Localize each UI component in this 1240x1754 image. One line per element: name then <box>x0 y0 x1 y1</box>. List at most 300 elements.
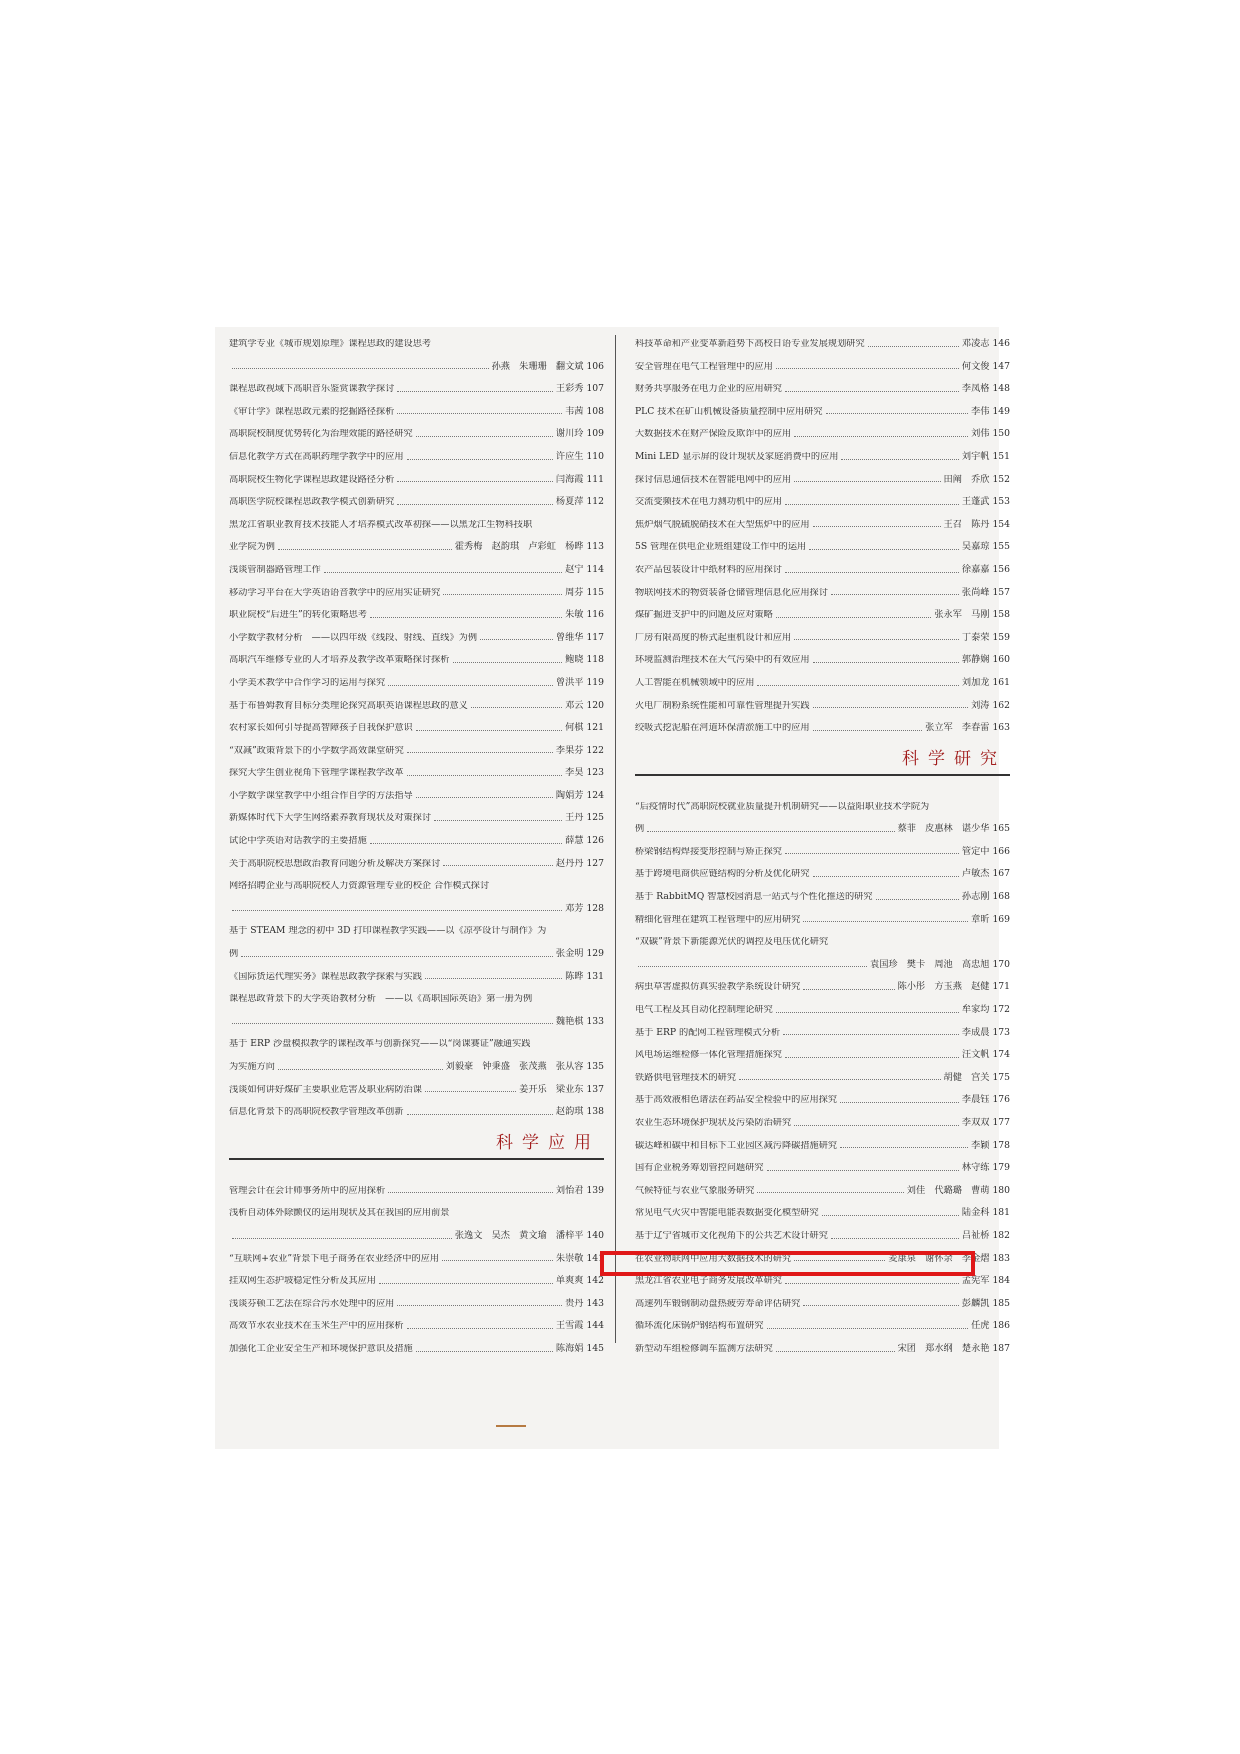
toc-entry-authors: 刘佳 代璐璐 曹萌 <box>906 1184 990 1196</box>
section-rule <box>635 774 1010 776</box>
toc-entry-authors: 刘伟 <box>971 428 990 440</box>
toc-entry-title: 网络招聘企业与高职院校人力资源管理专业的校企 合作模式探讨 <box>229 881 490 892</box>
toc-entry-authors: 张立军 李春雷 <box>925 722 990 734</box>
toc-entry-title: 基于 STEAM 理念的初中 3D 打印课程教学实践——以《凉亭设计与制作》为 <box>229 926 547 937</box>
toc-entry-line2 <box>635 812 1010 835</box>
toc-entry <box>229 395 604 418</box>
dot-leader <box>813 707 969 708</box>
toc-entry <box>229 689 604 712</box>
dot-leader <box>379 1283 553 1284</box>
toc-entry-title: 黑龙江省职业教育技术技能人才培养模式改革初探——以黑龙江生物科技职 <box>229 519 533 530</box>
toc-entry-page: 154 <box>992 518 1010 530</box>
toc-entry <box>635 576 1010 599</box>
toc-entry-page: 150 <box>992 428 1010 440</box>
toc-entry-authors: 邓凌志 <box>961 338 990 350</box>
toc-entry-page: 147 <box>992 360 1010 372</box>
toc-entry-title: 加强化工企业安全生产和环境保护意识及措施 <box>229 1343 413 1354</box>
toc-entry <box>635 598 1010 621</box>
dot-leader <box>241 956 553 957</box>
toc-entry <box>229 801 604 824</box>
toc-entry-title: 农业生态环境保护现状及污染防治研究 <box>635 1118 792 1129</box>
toc-entry-title: 高效节水农业技术在玉米生产中的应用探析 <box>229 1321 404 1332</box>
dot-leader <box>370 843 562 844</box>
toc-entry-page: 171 <box>992 981 1010 993</box>
toc-entry <box>229 1287 604 1310</box>
toc-entry <box>635 1016 1010 1039</box>
highlight-box <box>600 1251 975 1276</box>
toc-entry <box>229 1073 604 1096</box>
dot-leader <box>785 391 959 392</box>
toc-entry <box>229 1027 604 1072</box>
toc-list-left-top <box>229 327 604 1118</box>
toc-entry-title: 基于高效液相色谱法在药品安全检验中的应用探究 <box>635 1095 838 1106</box>
toc-entry-title: 小学美术教学中合作学习的运用与探究 <box>229 677 386 688</box>
toc-entry-page: 117 <box>586 631 604 643</box>
toc-entry-title: 财务共享服务在电力企业的应用研究 <box>635 384 782 395</box>
toc-entry <box>229 960 604 983</box>
toc-entry-page: 152 <box>992 473 1010 485</box>
toc-entry-line2 <box>229 1005 604 1028</box>
toc-entry <box>229 779 604 802</box>
toc-entry-authors: 孙燕 朱珊珊 翻文斌 <box>491 360 584 372</box>
toc-entry-authors: 陶娟芳 <box>555 789 584 801</box>
dot-leader <box>813 876 959 877</box>
dot-leader <box>757 685 958 686</box>
section-heading-text: 科学研究 <box>902 748 1006 769</box>
toc-entry-page: 170 <box>992 958 1010 970</box>
toc-entry <box>635 1151 1010 1174</box>
toc-entry-page: 126 <box>586 835 604 847</box>
toc-entry-title: 高速列车锻钢制动盘热疲劳寿命评估研究 <box>635 1298 801 1309</box>
toc-entry-title: 新媒体时代下大学生网络素养教育现状及对策探讨 <box>229 813 432 824</box>
toc-entry-title: 厂房有限高度的桥式起重机设计和应用 <box>635 632 792 643</box>
dot-leader <box>442 1260 553 1261</box>
dot-leader <box>794 1125 959 1126</box>
toc-entry <box>635 689 1010 712</box>
toc-entry-title: 高职院校生物化学课程思政建设路径分析 <box>229 474 395 485</box>
toc-entry-authors: 鲍晓 <box>565 654 584 666</box>
toc-entry <box>635 485 1010 508</box>
toc-entry-page: 149 <box>992 405 1010 417</box>
toc-entry-page: 122 <box>586 744 604 756</box>
toc-entry <box>635 327 1010 350</box>
toc-entry <box>635 643 1010 666</box>
dot-leader <box>776 617 932 618</box>
toc-entry-authors: 王丹 <box>565 812 584 824</box>
dot-leader <box>407 1328 553 1329</box>
toc-entry-page: 138 <box>586 1106 604 1118</box>
toc-entry <box>635 925 1010 970</box>
toc-entry-authors: 吕祉桥 <box>961 1229 990 1241</box>
toc-entry-page: 173 <box>992 1026 1010 1038</box>
toc-entry-page: 145 <box>586 1342 604 1354</box>
toc-entry-title: 国有企业税务筹划管控问题研究 <box>635 1163 764 1174</box>
toc-entry-authors: 赵丹丹 <box>555 857 584 869</box>
dot-leader <box>397 481 553 482</box>
toc-entry-line2 <box>229 530 604 553</box>
toc-entry-page: 185 <box>992 1297 1010 1309</box>
dot-leader <box>739 1079 940 1080</box>
toc-entry <box>229 711 604 734</box>
toc-entry <box>229 734 604 757</box>
dot-leader <box>868 346 959 347</box>
toc-entry <box>229 756 604 779</box>
toc-entry-title: 建筑学专业《城市规划原理》课程思政的建设思考 <box>229 339 432 350</box>
toc-entry-page: 119 <box>586 676 604 688</box>
toc-entry-authors: 王蓬武 <box>961 496 990 508</box>
dot-leader <box>370 617 562 618</box>
toc-entry-line1 <box>635 790 1010 813</box>
toc-entry <box>229 553 604 576</box>
toc-entry-page: 142 <box>586 1275 604 1287</box>
dot-leader <box>809 549 959 550</box>
toc-entry-title: 精细化管理在建筑工程管理中的应用研究 <box>635 914 801 925</box>
toc-entry <box>229 508 604 553</box>
toc-entry-title: 煤矿掘进支护中的问题及应对策略 <box>635 610 773 621</box>
toc-entry-authors: 丁泰荣 <box>961 631 990 643</box>
toc-entry-authors: 李颖 <box>971 1139 990 1151</box>
toc-entry <box>635 1332 1010 1355</box>
toc-entry <box>635 508 1010 531</box>
dot-leader <box>407 775 563 776</box>
toc-entry-page: 115 <box>586 586 604 598</box>
toc-entry-title: 物联网技术的物资装备仓储管理信息化应用探讨 <box>635 587 828 598</box>
toc-entry-title: 小学数学课堂教学中小组合作自学的方法指导 <box>229 790 413 801</box>
toc-entry-page: 146 <box>992 338 1010 350</box>
toc-entry <box>229 372 604 395</box>
toc-entry-title-cont: 业学院为例 <box>229 542 275 553</box>
toc-entry-title: 气候特征与农业气象服务研究 <box>635 1185 755 1196</box>
dot-leader <box>425 1091 516 1092</box>
toc-entry-title: “互联网+农业”背景下电子商务在农业经济中的应用 <box>229 1253 440 1264</box>
toc-entry-authors: 宋团 郑水纲 楚永艳 <box>897 1342 990 1354</box>
toc-entry-authors: 吴嘉琼 <box>961 541 990 553</box>
section-heading-applied-science <box>229 1124 604 1164</box>
toc-list-left-bottom <box>229 1174 604 1355</box>
toc-entry-page: 161 <box>992 676 1010 688</box>
scanned-toc-page <box>215 327 1010 1449</box>
toc-entry-line2 <box>635 948 1010 971</box>
dot-leader <box>776 368 959 369</box>
toc-entry-authors: 张尚峰 <box>961 586 990 598</box>
toc-entry <box>635 1061 1010 1084</box>
toc-entry <box>635 790 1010 835</box>
toc-entry-authors: 朱崇敬 <box>555 1252 584 1264</box>
dot-leader <box>757 1192 903 1193</box>
toc-entry-title: 黑龙江省农业电子商务发展改革研究 <box>635 1276 782 1287</box>
toc-entry <box>229 824 604 847</box>
dot-leader <box>876 899 959 900</box>
toc-entry-title: 基于跨境电商供应链结构的分析及优化研究 <box>635 869 810 880</box>
toc-entry-title: 小学数学教材分析 ——以四年级《线段、射线、直线》为例 <box>229 632 478 643</box>
toc-entry-line1 <box>229 914 604 937</box>
toc-entry-page: 144 <box>586 1320 604 1332</box>
toc-entry-page: 153 <box>992 496 1010 508</box>
toc-entry <box>229 1264 604 1287</box>
dot-leader <box>841 459 958 460</box>
dot-leader <box>407 1114 553 1115</box>
dot-leader <box>443 594 562 595</box>
toc-entry <box>635 1038 1010 1061</box>
dot-leader <box>785 1283 959 1284</box>
toc-entry <box>635 1083 1010 1106</box>
toc-entry <box>229 1332 604 1355</box>
toc-entry-page: 125 <box>586 812 604 824</box>
toc-entry-title: 新型动车组检修调车监测方法研究 <box>635 1343 773 1354</box>
toc-entry <box>635 666 1010 689</box>
toc-entry-title: 课程思政视域下高职音乐鉴赏课教学探讨 <box>229 384 395 395</box>
toc-entry-page: 168 <box>992 891 1010 903</box>
toc-entry <box>635 553 1010 576</box>
toc-entry-page: 155 <box>992 541 1010 553</box>
toc-entry-page: 143 <box>586 1297 604 1309</box>
toc-entry-title: 基于布鲁姆教育目标分类理论探究高职英语课程思政的意义 <box>229 700 468 711</box>
toc-entry-title: 常见电气火灾中智能电能表数据变化模型研究 <box>635 1208 819 1219</box>
toc-entry-authors: 刘怡君 <box>555 1184 584 1196</box>
dot-leader <box>407 752 553 753</box>
dot-leader <box>767 1328 968 1329</box>
toc-entry-page: 141 <box>586 1252 604 1264</box>
toc-entry-page: 110 <box>586 450 604 462</box>
toc-entry-page: 113 <box>586 541 604 553</box>
toc-entry-title: 科技革命和产业变革新趋势下高校日语专业发展规划研究 <box>635 339 865 350</box>
toc-entry <box>635 1106 1010 1129</box>
toc-entry-authors: 曾维华 <box>555 631 584 643</box>
toc-entry-title: 挂双网生态护坡稳定性分析及其应用 <box>229 1276 376 1287</box>
dot-leader <box>434 820 562 821</box>
toc-entry-page: 178 <box>992 1139 1010 1151</box>
toc-entry-line1 <box>229 1027 604 1050</box>
toc-entry-authors: 郭静娴 <box>961 654 990 666</box>
toc-entry-title: 浅谈如何讲好煤矿主要职业危害及职业病防治课 <box>229 1084 422 1095</box>
dot-leader <box>783 1034 959 1035</box>
toc-entry-authors: 张永军 马刚 <box>934 609 990 621</box>
dot-leader <box>638 966 867 967</box>
dot-leader <box>324 572 562 573</box>
toc-entry <box>229 869 604 914</box>
toc-entry <box>229 485 604 508</box>
toc-entry-page: 162 <box>992 699 1010 711</box>
dot-leader <box>813 730 923 731</box>
toc-entry-line1 <box>229 982 604 1005</box>
toc-entry <box>229 621 604 644</box>
toc-entry-page: 158 <box>992 609 1010 621</box>
toc-entry-title: 基于 ERP 沙盘模拟教学的课程改革与创新探究——以“岗课赛证”融通实践 <box>229 1039 531 1050</box>
toc-entry-page: 111 <box>586 473 604 485</box>
toc-entry-title: 职业院校“后进生”的转化策略思考 <box>229 610 368 621</box>
toc-entry-title: 在农业物联网中应用大数据技术的研究 <box>635 1253 792 1264</box>
toc-entry-page: 118 <box>586 654 604 666</box>
toc-entry-page: 157 <box>992 586 1010 598</box>
toc-entry-page: 135 <box>586 1061 604 1073</box>
toc-entry-title: 焦炉烟气脱硫脱硝技术在大型焦炉中的应用 <box>635 519 810 530</box>
toc-entry-page: 121 <box>586 722 604 734</box>
toc-entry-title: PLC 技术在矿山机械设备质量控制中应用研究 <box>635 406 823 417</box>
dot-leader <box>803 989 894 990</box>
toc-entry-title: 安全管理在电气工程管理中的应用 <box>635 361 773 372</box>
dot-leader <box>388 685 553 686</box>
toc-entry-title: 试论中学英语对话教学的主要措施 <box>229 836 367 847</box>
toc-entry <box>229 576 604 599</box>
toc-entry <box>229 914 604 959</box>
toc-entry-title: 课程思政背景下的大学英语教材分析 ——以《高职国际英语》第一册为例 <box>229 994 533 1005</box>
toc-entry-title: 浅析自动体外除颤仪的运用现状及其在我国的应用前景 <box>229 1208 450 1219</box>
toc-entry-page: 181 <box>992 1207 1010 1219</box>
dot-leader <box>785 504 959 505</box>
dot-leader <box>388 1192 553 1193</box>
toc-entry-authors: 赵韵琪 <box>555 1106 584 1118</box>
dot-leader <box>416 797 553 798</box>
toc-entry-title: 大数据技术在财产保险反欺诈中的应用 <box>635 429 792 440</box>
dot-leader <box>471 707 562 708</box>
toc-entry-authors: 魏艳棋 <box>555 1015 584 1027</box>
toc-entry-title: 《国际货运代理实务》课程思政教学探索与实践 <box>229 971 422 982</box>
toc-entry <box>635 417 1010 440</box>
toc-entry-title: 浅谈芬顿工艺法在综合污水处理中的应用 <box>229 1298 395 1309</box>
toc-entry-authors: 陈海娟 <box>555 1342 584 1354</box>
toc-entry <box>229 1095 604 1118</box>
toc-entry-authors: 章昕 <box>971 913 990 925</box>
toc-entry <box>635 1309 1010 1332</box>
dot-leader <box>803 1305 959 1306</box>
toc-entry-authors: 刘毅豪 钟秉盛 张茂燕 张从容 <box>445 1061 584 1073</box>
dot-leader <box>831 594 959 595</box>
toc-entry-title: 《审计学》课程思政元素的挖掘路径探析 <box>229 406 395 417</box>
toc-entry-page: 180 <box>992 1184 1010 1196</box>
toc-entry-page: 163 <box>992 722 1010 734</box>
toc-entry <box>635 372 1010 395</box>
toc-entry-authors: 李双双 <box>961 1117 990 1129</box>
toc-entry <box>635 903 1010 926</box>
toc-entry-title: 循环流化床锅炉钢结构布置研究 <box>635 1321 764 1332</box>
toc-entry-authors: 陈小彤 方玉燕 赵健 <box>897 981 990 993</box>
toc-entry <box>635 1174 1010 1197</box>
dot-leader <box>840 1102 959 1103</box>
toc-entry-title: 绞吸式挖泥船在河道环保清淤施工中的应用 <box>635 723 810 734</box>
toc-entry <box>229 1196 604 1241</box>
toc-entry-page: 114 <box>586 563 604 575</box>
toc-entry-authors: 邓芳 <box>565 902 584 914</box>
toc-entry-authors: 张逸文 吴杰 黄文瑜 潘梓平 <box>454 1229 584 1241</box>
toc-entry-page: 123 <box>586 767 604 779</box>
toc-entry <box>635 835 1010 858</box>
dot-leader <box>397 413 562 414</box>
toc-entry-page: 128 <box>586 902 604 914</box>
toc-entry-title: Mini LED 显示屏的设计现状及家庭消费中的应用 <box>635 451 839 462</box>
dot-leader <box>232 368 489 369</box>
toc-entry-page: 156 <box>992 563 1010 575</box>
toc-entry-authors: 邓云 <box>565 699 584 711</box>
toc-entry-title: 信息化教学方式在高职药理学教学中的应用 <box>229 451 404 462</box>
dot-leader <box>794 639 959 640</box>
dot-leader <box>776 1012 959 1013</box>
dot-leader <box>831 1238 959 1239</box>
toc-entry-title: 高职院校制度优势转化为治理效能的路径研究 <box>229 429 413 440</box>
toc-entry-title: “双碳”背景下新能源光伏的调控及电压优化研究 <box>635 937 829 948</box>
toc-entry-authors: 王雪霞 <box>555 1320 584 1332</box>
toc-entry <box>635 440 1010 463</box>
toc-entry-authors: 李晨钰 <box>961 1094 990 1106</box>
toc-entry-title: 高职医学院校课程思政教学模式创新研究 <box>229 497 395 508</box>
toc-entry-page: 172 <box>992 1004 1010 1016</box>
toc-entry-title: 管理会计在会计师事务所中的应用探析 <box>229 1185 386 1196</box>
toc-entry-title: 火电厂制粉系统性能和可靠性管理提升实践 <box>635 700 810 711</box>
toc-entry-title: 桥梁钢结构焊接变形控制与矫正探究 <box>635 846 782 857</box>
toc-entry-title: 农产品包装设计中纸材料的应用探讨 <box>635 564 782 575</box>
toc-entry-authors: 卢敏杰 <box>961 868 990 880</box>
dot-leader <box>232 1238 452 1239</box>
toc-entry-authors: 管定中 <box>961 845 990 857</box>
toc-entry-line2 <box>229 937 604 960</box>
dot-leader <box>407 459 553 460</box>
toc-entry-title: 浅谈管制器路管理工作 <box>229 564 321 575</box>
toc-entry-authors: 陆金科 <box>961 1207 990 1219</box>
toc-entry <box>635 1219 1010 1242</box>
toc-entry-title: 环境监测治理技术在大气污染中的有效应用 <box>635 655 810 666</box>
toc-entry <box>635 857 1010 880</box>
toc-entry <box>635 350 1010 373</box>
toc-entry-authors: 刘涛 <box>971 699 990 711</box>
toc-entry-authors: 贵丹 <box>565 1297 584 1309</box>
toc-entry-title: 基于 RabbitMQ 智慧校园消息一站式与个性化推送的研究 <box>635 892 873 903</box>
toc-entry-authors: 牟家均 <box>961 1004 990 1016</box>
toc-entry-page: 186 <box>992 1320 1010 1332</box>
toc-entry-page: 159 <box>992 631 1010 643</box>
toc-entry-authors: 胡健 宫关 <box>943 1071 990 1083</box>
toc-right-column <box>635 327 1010 1355</box>
toc-entry-authors: 任虎 <box>971 1320 990 1332</box>
toc-entry-page: 137 <box>586 1083 604 1095</box>
toc-entry-authors: 刘宇帆 <box>961 450 990 462</box>
toc-entry-authors: 曾洪平 <box>555 676 584 688</box>
dot-leader <box>785 1057 959 1058</box>
dot-leader <box>776 1351 895 1352</box>
toc-entry-page: 179 <box>992 1162 1010 1174</box>
toc-entry-authors: 姜开乐 梁业东 <box>519 1083 584 1095</box>
toc-entry-authors: 林守练 <box>961 1162 990 1174</box>
toc-entry-page: 140 <box>586 1229 604 1241</box>
toc-entry-authors: 张金明 <box>555 948 584 960</box>
toc-entry-page: 169 <box>992 913 1010 925</box>
toc-entry-line2 <box>229 892 604 915</box>
toc-entry-title: 风电场运维检修一体化管理措施探究 <box>635 1050 782 1061</box>
toc-entry-authors: 李伟 <box>971 405 990 417</box>
toc-entry-page: 176 <box>992 1094 1010 1106</box>
toc-entry-authors: 单爽爽 <box>555 1275 584 1287</box>
toc-left-column <box>229 327 604 1355</box>
toc-entry-page: 112 <box>586 496 604 508</box>
toc-entry-title-cont: 例 <box>229 949 239 960</box>
toc-entry-title: 农村家长如何引导提高智障孩子自我保护意识 <box>229 723 413 734</box>
toc-entry <box>229 598 604 621</box>
toc-entry-page: 174 <box>992 1049 1010 1061</box>
toc-entry-page: 131 <box>586 970 604 982</box>
toc-entry <box>229 1174 604 1197</box>
toc-entry-authors: 杨夏萍 <box>555 496 584 508</box>
dot-leader <box>453 662 563 663</box>
toc-entry <box>229 643 604 666</box>
toc-entry <box>229 440 604 463</box>
toc-entry-line1 <box>229 508 604 531</box>
section-rule <box>229 1158 604 1160</box>
toc-entry <box>635 530 1010 553</box>
dot-leader <box>425 978 562 979</box>
toc-entry-page: 148 <box>992 383 1010 395</box>
toc-entry-title: 电气工程及其自动化控制理论研究 <box>635 1005 773 1016</box>
dot-leader <box>840 1147 968 1148</box>
toc-entry-title: 基于辽宁省城市文化视角下的公共艺术设计研究 <box>635 1230 828 1241</box>
toc-entry <box>635 1129 1010 1152</box>
